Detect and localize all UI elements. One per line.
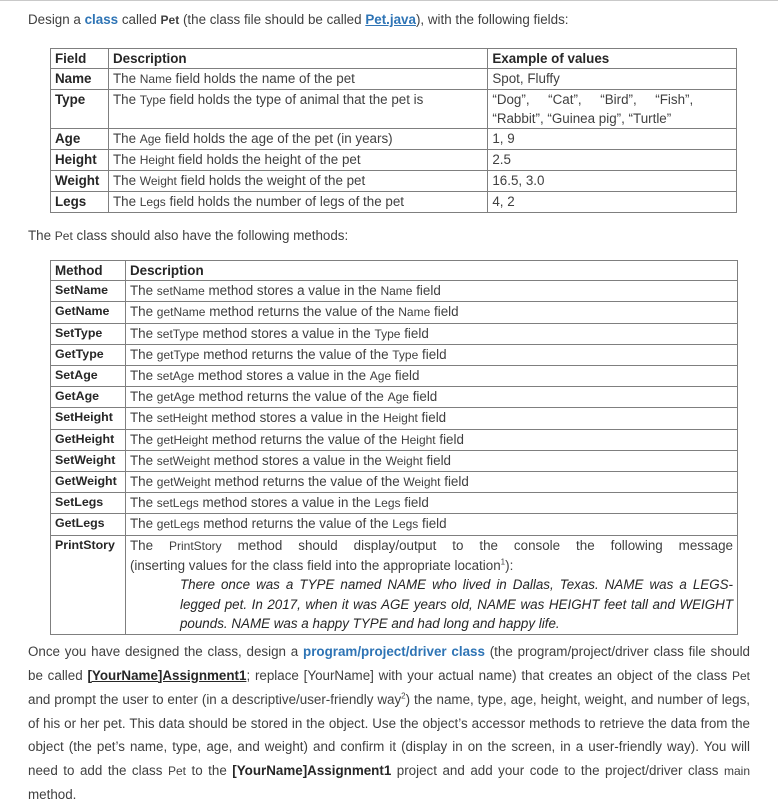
table-row	[51, 493, 738, 514]
program-class-keyword: program/project/driver class	[303, 644, 485, 659]
header-cell: Description	[108, 49, 487, 69]
method-description: The setWeight method stores a value in the Weight field	[125, 450, 737, 471]
table-row	[51, 344, 738, 365]
print-story-line2: (inserting values for the class field into the appropriate location$^1$):	[129, 557, 514, 573]
field-name: Type	[51, 90, 109, 129]
fields-table	[50, 48, 737, 213]
field-name: Legs	[51, 192, 109, 213]
method-description: The setName method stores a value in the Name field	[125, 281, 737, 302]
table-row	[51, 69, 737, 90]
table-row	[51, 150, 737, 171]
field-name: Height	[51, 150, 109, 171]
table-row	[51, 514, 738, 535]
method-name: GetAge	[51, 387, 126, 408]
method-name: GetType	[51, 344, 126, 365]
method-name: SetAge	[51, 366, 126, 387]
pet-keyword: Pet	[54, 229, 73, 243]
header-cell: Method	[51, 261, 126, 281]
intro-text: called	[118, 12, 161, 27]
table-header-row	[51, 49, 737, 69]
header-cell: Example of values	[488, 49, 737, 69]
story-text: There once was a TYPE named NAME who lived in Dallas, Texas. NAME was a LEGS-legged pet. In 2017, when it was AGE years old, NAME was HEIGHT feet tall and WEIGHT pounds. NAME was a happy TYPE and had long and happy life.	[179, 577, 733, 632]
header-cell: Description	[125, 261, 737, 281]
table-row	[51, 408, 738, 429]
table-row	[51, 535, 738, 634]
field-description: The Name field holds the name of the pet	[108, 69, 487, 90]
field-description: The Type field holds the type of animal that the pet is	[108, 90, 487, 129]
table-row	[51, 366, 738, 387]
method-name: GetLegs	[51, 514, 126, 535]
method-name: SetType	[51, 323, 126, 344]
table-row	[51, 90, 737, 129]
class-keyword: class	[84, 12, 119, 27]
method-description: The getName method returns the value of the Name field	[125, 302, 737, 323]
field-name: Name	[51, 69, 109, 90]
method-description: The getType method returns the value of the Type field	[125, 344, 737, 365]
assignment-name: [YourName]Assignment1	[87, 667, 247, 683]
method-name: SetHeight	[51, 408, 126, 429]
method-description: The setType method stores a value in the Type field	[125, 323, 737, 344]
method-description: The setAge method stores a value in the Age field	[125, 366, 737, 387]
header-cell: Field	[51, 49, 109, 69]
method-description: The getHeight method returns the value of the Height field	[125, 429, 737, 450]
method-description: The getLegs method returns the value of the Legs field	[125, 514, 737, 535]
field-example: 4, 2	[488, 192, 737, 213]
field-name: Weight	[51, 171, 109, 192]
method-name: GetHeight	[51, 429, 126, 450]
intro-text: (the class file should be called	[179, 12, 366, 27]
method-description: The getWeight method returns the value of the Weight field	[125, 472, 737, 493]
table-row	[51, 281, 738, 302]
field-example: 1, 9	[488, 129, 737, 150]
method-description: The setLegs method stores a value in the Legs field	[125, 493, 737, 514]
method-name: GetName	[51, 302, 126, 323]
filename: Pet.java	[365, 12, 416, 27]
assignment-paragraph: Once you have designed the class, design a program/project/driver class (the program/project/driver class file should be called [YourName]Assignment1; replace [YourName] with your actual name) that creates an object of the class Pet and prompt the user to enter (in a descriptive/user-friendly way$^2$) the name, type, age, height, weight, and number of legs, of his or her pet. This data should be stored in the object. Use the object’s accessor methods to retrieve the data from the object (the pet’s name, type, age, and weight) and confirm it (display in on the screen, in a user-friendly way). You will need to add the class Pet to the [YourName]Assignment1 project and add your code to the project/driver class main method.	[28, 644, 750, 802]
table-row	[51, 302, 738, 323]
intro-text: ), with the following fields:	[415, 12, 569, 27]
print-story-line1: The PrintStory method should display/output to the console the following message	[129, 537, 733, 553]
table-row	[51, 129, 737, 150]
table-row	[51, 472, 738, 493]
method-name: SetWeight	[51, 450, 126, 471]
method-description: The getAge method returns the value of the Age field	[125, 387, 737, 408]
field-description: The Weight field holds the weight of the pet	[108, 171, 487, 192]
assignment-name: [YourName]Assignment1	[232, 762, 392, 778]
field-example: 16.5, 3.0	[488, 171, 737, 192]
top-divider	[0, 0, 778, 1]
table-row	[51, 387, 738, 408]
method-description	[125, 535, 737, 634]
pet-keyword: Pet	[160, 13, 180, 27]
field-example: Spot, Fluffy	[488, 69, 737, 90]
intro-line	[28, 12, 569, 27]
field-description: The Age field holds the age of the pet (in years)	[108, 129, 487, 150]
table-row	[51, 171, 737, 192]
field-description: The Height field holds the height of the pet	[108, 150, 487, 171]
method-name: PrintStory	[51, 535, 126, 634]
table-row	[51, 429, 738, 450]
table-header-row	[51, 261, 738, 281]
intro-text: Design a	[28, 12, 85, 27]
table-row	[51, 450, 738, 471]
methods-intro: The Pet class should also have the following methods:	[28, 228, 349, 243]
method-name: GetWeight	[51, 472, 126, 493]
method-name: SetLegs	[51, 493, 126, 514]
field-description: The Legs field holds the number of legs of the pet	[108, 192, 487, 213]
table-row	[51, 323, 738, 344]
methods-table	[50, 260, 738, 635]
field-example: “Dog”, “Cat”, “Bird”, “Fish”, “Rabbit”, “Guinea pig”, “Turtle”	[488, 90, 737, 129]
method-name: SetName	[51, 281, 126, 302]
field-example: 2.5	[488, 150, 737, 171]
method-description: The setHeight method stores a value in the Height field	[125, 408, 737, 429]
field-name: Age	[51, 129, 109, 150]
table-row	[51, 192, 737, 213]
